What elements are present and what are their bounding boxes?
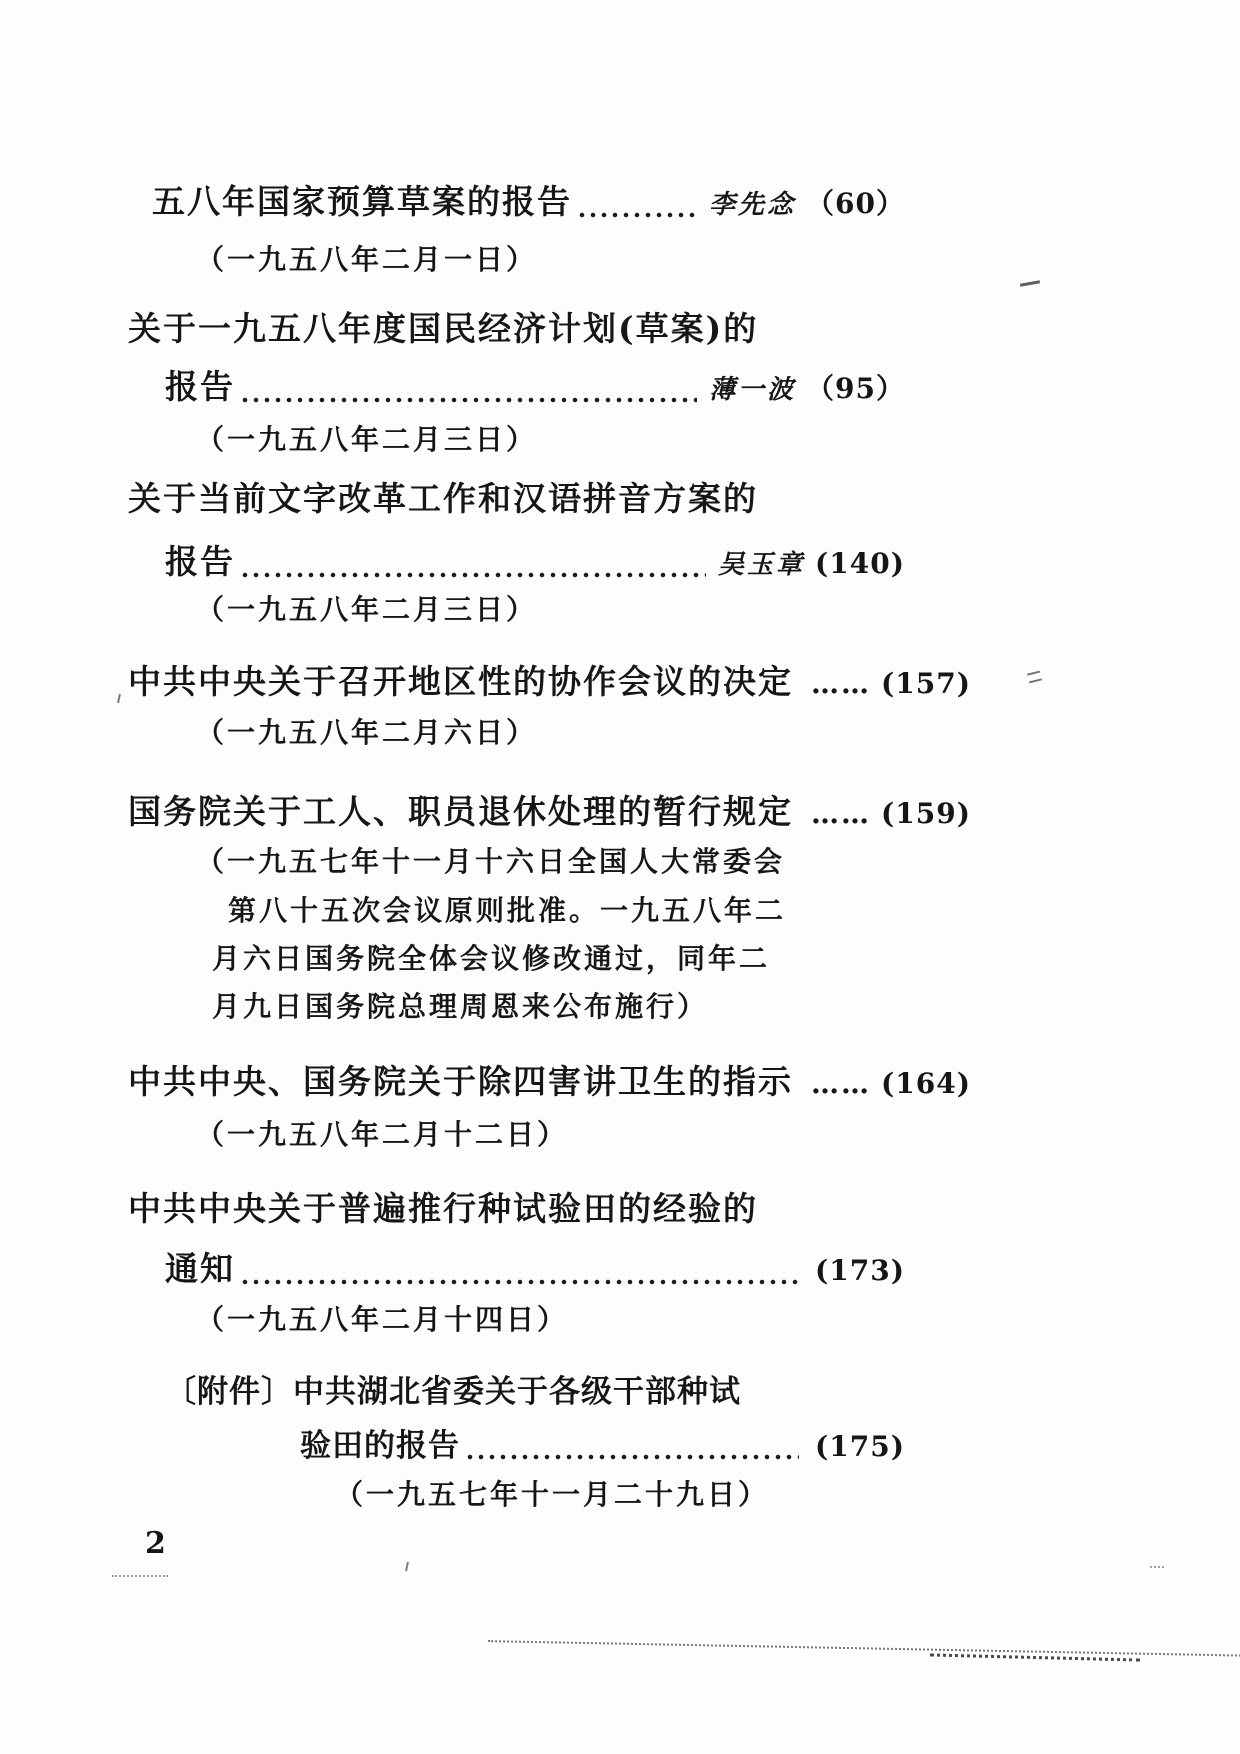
toc-entry-title-row <box>165 1366 741 1411</box>
attachment-label: 〔附件〕 <box>165 1374 293 1410</box>
page-ref: (164) <box>881 1067 971 1100</box>
toc-entry-title: 中共湖北省委关于各级干部种试 <box>293 1374 741 1410</box>
dot-leader <box>241 570 706 579</box>
approval-note-row <box>212 937 770 977</box>
toc-entry-title: 中共中央关于普遍推行种试验田的经验的 <box>128 1189 758 1228</box>
page-ref: (157) <box>881 667 971 700</box>
entry-date-row <box>335 1473 769 1513</box>
author-name: 薄一波 <box>709 375 797 405</box>
entry-date: （一九五八年二月三日） <box>196 423 538 456</box>
approval-note-line: （一九五七年十一月十六日全国人大常委会 <box>196 845 786 878</box>
approval-note-line: 第八十五次会议原则批准。一九五八年二 <box>228 894 787 927</box>
toc-entry-title-continued: 验田的报告 <box>300 1428 460 1464</box>
scan-artifact-tick <box>117 694 121 703</box>
page-ref: （95） <box>806 372 905 405</box>
toc-entry-title: 关于一九五八年度国民经济计划(草案)的 <box>128 309 759 348</box>
entry-date: （一九五八年二月十二日） <box>196 1118 569 1151</box>
scan-artifact-dots <box>112 1575 168 1577</box>
toc-entry-continuation-row <box>165 1243 905 1290</box>
author-name: 吴玉章 <box>718 550 806 580</box>
page-ref: (173) <box>815 1254 905 1287</box>
toc-entry-title: 国务院关于工人、职员退休处理的暂行规定 <box>128 792 793 831</box>
entry-date-row <box>196 588 537 628</box>
toc-entry-title: 五八年国家预算草案的报告 <box>152 182 572 221</box>
dot-leader <box>241 1277 799 1286</box>
approval-note-line: 月六日国务院全体会议修改通过，同年二 <box>212 942 771 975</box>
dot-leader <box>578 210 697 219</box>
author-name: 李先念 <box>709 190 797 220</box>
folio-page-number: 2 <box>145 1526 166 1561</box>
toc-entry-continuation-row <box>300 1420 905 1465</box>
scan-artifact-tick <box>405 1562 409 1571</box>
toc-entry-title-row <box>128 1056 971 1103</box>
entry-date-row <box>196 238 537 278</box>
scan-artifact-dash <box>1020 280 1040 286</box>
toc-entry-title-row <box>128 656 971 703</box>
approval-note-line: 月九日国务院总理周恩来公布施行） <box>212 990 709 1023</box>
entry-date: （一九五八年二月十四日） <box>196 1303 569 1336</box>
scan-artifact-mark <box>1027 671 1042 684</box>
approval-note-row <box>212 985 708 1025</box>
toc-entry-title-continued: 通知 <box>165 1249 235 1288</box>
toc-entry-title-row <box>128 303 758 350</box>
scan-artifact-noise-line <box>488 1640 1240 1658</box>
toc-entry-title-row <box>152 176 905 223</box>
toc-entry-title-row <box>128 786 971 833</box>
page-ref: （60） <box>806 187 905 220</box>
toc-entry-title-continued: 报告 <box>165 542 235 581</box>
entry-date: （一九五八年二月一日） <box>196 243 538 276</box>
scan-artifact-noise-line <box>930 1653 1140 1661</box>
page-ref: (140) <box>815 547 905 580</box>
dot-leader <box>466 1452 799 1461</box>
toc-entry-continuation-row <box>165 536 905 583</box>
page-ref: (175) <box>815 1430 905 1463</box>
entry-date: （一九五七年十一月二十九日） <box>335 1478 770 1511</box>
scan-artifact-dots <box>1150 1566 1164 1568</box>
approval-note-row <box>196 840 785 880</box>
entry-date-row <box>196 1113 568 1153</box>
toc-entry-title-row <box>128 473 758 520</box>
toc-entry-continuation-row <box>165 361 905 408</box>
toc-entry-title-row <box>128 1183 758 1230</box>
dot-leader-short: …… <box>811 1067 871 1100</box>
dot-leader-short: …… <box>811 667 871 700</box>
entry-date: （一九五八年二月六日） <box>196 716 538 749</box>
entry-date-row <box>196 1298 568 1338</box>
toc-entry-title: 中共中央关于召开地区性的协作会议的决定 <box>128 662 793 701</box>
dot-leader <box>241 395 697 404</box>
approval-note-row <box>228 889 786 929</box>
toc-entry-title: 中共中央、国务院关于除四害讲卫生的指示 <box>128 1062 793 1101</box>
entry-date: （一九五八年二月三日） <box>196 593 538 626</box>
entry-date-row <box>196 711 537 751</box>
dot-leader-short: …… <box>811 797 871 830</box>
entry-date-row <box>196 418 537 458</box>
toc-entry-title-continued: 报告 <box>165 367 235 406</box>
page-ref: (159) <box>881 797 971 830</box>
toc-entry-title: 关于当前文字改革工作和汉语拼音方案的 <box>128 479 758 518</box>
